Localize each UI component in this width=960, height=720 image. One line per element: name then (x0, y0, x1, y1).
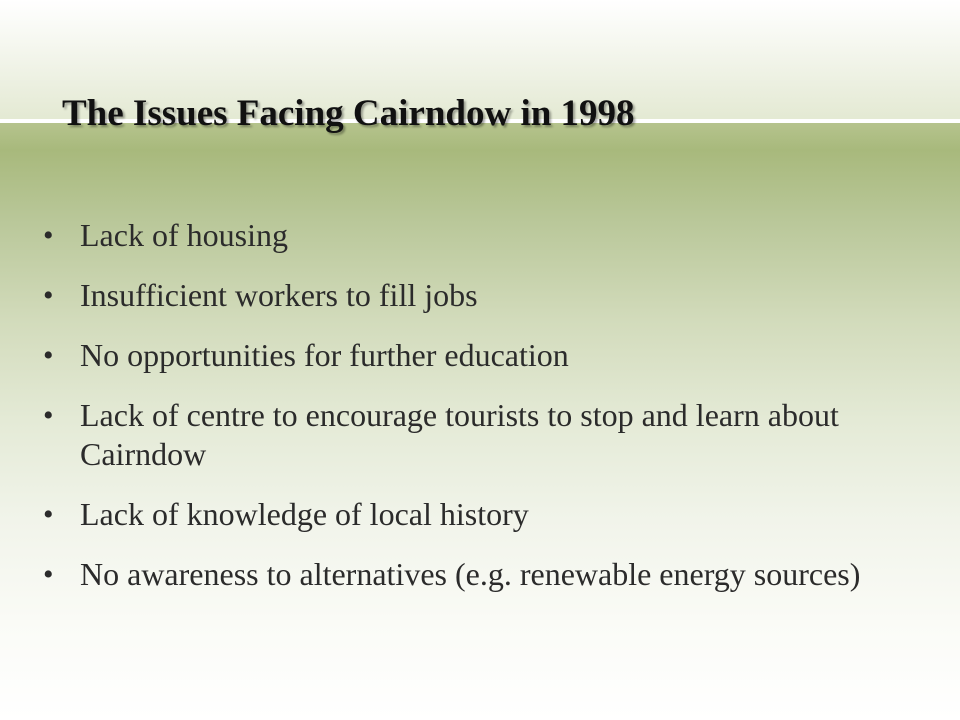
bullet-text: Lack of knowledge of local history (80, 496, 529, 532)
bullet-list (40, 216, 920, 615)
bullet-point-icon: • (43, 339, 54, 372)
bullet-item (40, 336, 920, 375)
bullet-text: Lack of housing (80, 217, 288, 253)
bullet-item (40, 276, 920, 315)
bullet-item (40, 396, 920, 474)
bullet-item (40, 216, 920, 255)
bullet-item (40, 495, 920, 534)
slide-title: The Issues Facing Cairndow in 1998 (62, 93, 635, 134)
bullet-text: Lack of centre to encourage tourists to stop and learn about Cairndow (80, 397, 839, 472)
bullet-point-icon: • (43, 219, 54, 252)
bullet-text: No opportunities for further education (80, 337, 569, 373)
bullet-point-icon: • (43, 399, 54, 432)
bullet-item (40, 555, 920, 594)
bullet-point-icon: • (43, 279, 54, 312)
bullet-text: Insufficient workers to fill jobs (80, 277, 478, 313)
bullet-point-icon: • (43, 498, 54, 531)
bullet-text: No awareness to alternatives (e.g. renewable energy sources) (80, 556, 861, 592)
bullet-point-icon: • (43, 558, 54, 591)
